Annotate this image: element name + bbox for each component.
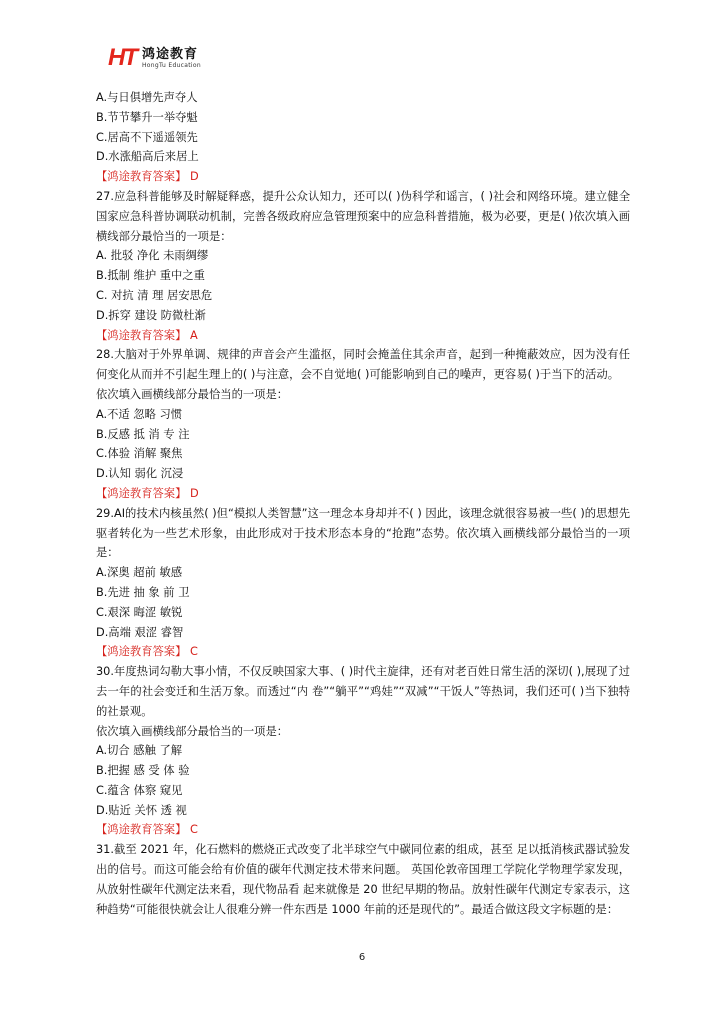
option: D.拆穿 建设 防微杜渐: [96, 308, 206, 322]
question-stem: 30.年度热词勾勒大事小情，不仅反映国家大事、( )时代主旋律，还有对老百姓日常生活的深切( ),展现了过去一年的社会变迁和生活万象。而透过“内 卷”“躺平”“鸡娃”“双减”“干饭人”等热词，我们还可( )当下独特的社景观。: [96, 665, 630, 718]
logo-text: [142, 48, 201, 69]
brand-logo: [108, 46, 201, 70]
option: A.切合 感触 了解: [96, 744, 183, 758]
option: B.把握 感 受 体 验: [96, 764, 190, 778]
logo-name: 鸿途教育: [142, 46, 199, 62]
option: A.不适 忽略 习惯: [96, 407, 183, 421]
question-stem: 31.截至 2021 年，化石燃料的燃烧正式改变了北半球空气中碳同位素的组成，甚至 足以抵消核武器试验发出的信号。而这可能会给有价值的碳年代测定技术带来问题。 英国伦敦帝国理工学院化学物理学家发现，从放射性碳年代测定法来看，现代物品看 起来就像是 20 世纪早期的物品。放射性碳年代测定专家表示，这种趋势“可能很快就会让人很难分辨一件东西是 1000 年前的还是现代的”。最适合做这段文字标题的是：: [96, 843, 630, 916]
option: B.反感 抵 消 专 注: [96, 427, 190, 441]
option: B.先进 抽 象 前 卫: [96, 585, 190, 599]
option: C.蕴含 体察 窥见: [96, 783, 183, 797]
question-instruction: 依次填入画横线部分最恰当的一项是：: [96, 724, 289, 738]
document-body: [96, 88, 630, 919]
question-instruction: 依次填入画横线部分最恰当的一项是：: [96, 387, 289, 401]
answer-label: 【鸿途教育答案】 D: [96, 486, 199, 500]
option: A. 批驳 净化 未雨绸缪: [96, 249, 209, 263]
logo-mark: HT: [108, 44, 136, 71]
page-number: 6: [358, 952, 366, 963]
question-stem: 29.AI的技术内核虽然( )但“模拟人类智慧”这一理念本身却并不( ) 因此，该理念就很容易被一些( )的思想先驱者转化为一些艺术形象，由此形成对于技术形态本身的“抢跑”态势。依次填入画横线部分最恰当的一项是：: [96, 506, 630, 560]
option: D.认知 弱化 沉浸: [96, 467, 184, 481]
option: C.艰深 晦涩 敏锐: [96, 605, 183, 619]
option: D.贴近 关怀 透 视: [96, 803, 187, 817]
option: B.节节攀升一举夺魁: [96, 110, 198, 124]
option: C.体验 消解 聚焦: [96, 447, 183, 461]
answer-label: 【鸿途教育答案】 D: [96, 170, 199, 184]
logo-subtitle: HongTu Education: [142, 61, 201, 69]
option: C.居高不下遥遥领先: [96, 130, 198, 144]
answer-label: 【鸿途教育答案】 C: [96, 823, 198, 837]
answer-label: 【鸿途教育答案】 C: [96, 645, 198, 659]
option: C. 对抗 清 理 居安思危: [96, 288, 213, 302]
option: A.与日俱增先声夺人: [96, 91, 198, 104]
option: B.抵制 维护 重中之重: [96, 269, 205, 283]
question-stem: 28.大脑对于外界单调、规律的声音会产生滥抠，同时会掩盖住其余声音，起到一种掩蔽效应，因为没有任何变化从而并不引起生理上的( )与注意，会不自觉地( )可能影响到自己的噪声，更容易( )于当下的活动。: [96, 348, 630, 382]
option: D.高端 艰涩 睿智: [96, 625, 184, 639]
option: D.水涨船高后来居上: [96, 150, 199, 164]
answer-label: 【鸿途教育答案】 A: [96, 328, 198, 342]
option: A.深奥 超前 敏感: [96, 566, 183, 580]
question-stem: 27.应急科普能够及时解疑释惑，提升公众认知力，还可以( )伪科学和谣言，( )社会和网络环境。建立健全国家应急科普协调联动机制，完善各级政府应急管理预案中的应急科普措施，极为必要，更是( )依次填入画横线部分最恰当的一项是：: [96, 189, 630, 243]
